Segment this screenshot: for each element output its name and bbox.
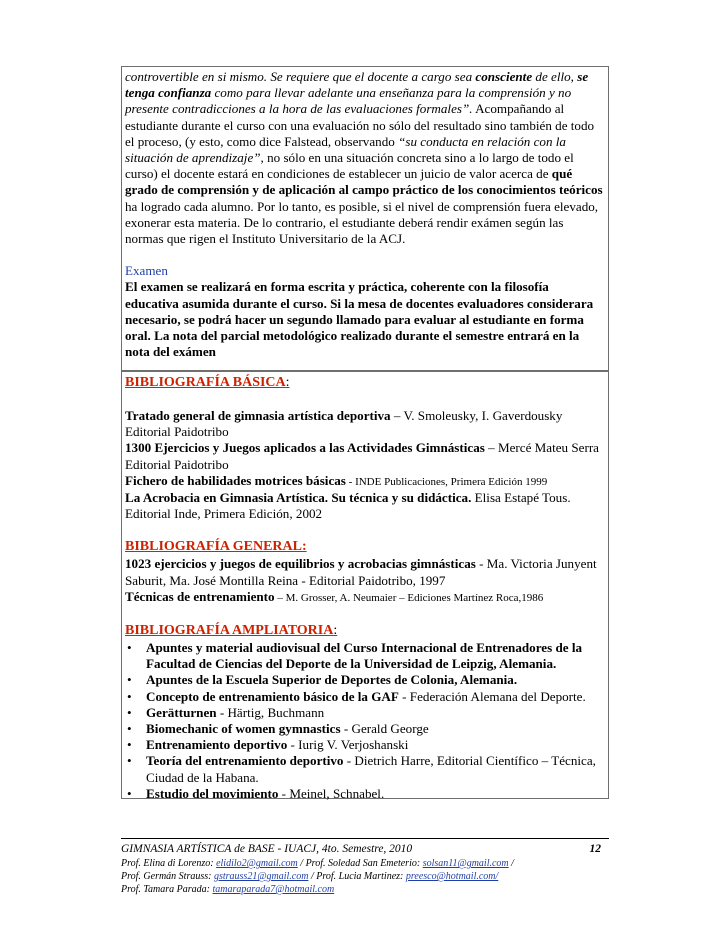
list-item: • Teoría del entrenamiento deportivo - Dietrich Harre, Editorial Científico – Técnica, Ciudad de la Habana. [127,753,596,785]
bullet-icon: • [127,688,132,704]
bullet-icon: • [127,721,132,737]
basica-entry: 1300 Ejercicios y Juegos aplicados a las Actividades Gimnásticas – Mercé Mateu Serra Editorial Paidotribo [125,440,599,472]
bullet-icon: • [127,737,132,753]
footer-divider [121,838,609,840]
list-item: • Gerätturnen - Härtig, Buchmann [127,704,325,720]
page-footer [121,838,609,896]
list-item: • Apuntes de la Escuela Superior de Deportes de Colonia, Alemania. [127,672,518,688]
general-entry: Técnicas de entrenamiento – M. Grosser, A. Neumaier – Ediciones Martínez Roca,1986 [125,588,544,604]
email-link[interactable]: gstrauss21@gmail.com [213,871,309,882]
ampliatoria-list [125,640,605,802]
footer-course-line [121,842,609,857]
bibliografia-general-heading: BIBLIOGRAFÍA GENERAL: [125,539,307,555]
basica-entry: Fichero de habilidades motrices básicas - INDE Publicaciones, Primera Edición 1999 [125,472,548,488]
bibliografia-ampliatoria-heading: BIBLIOGRAFÍA AMPLIATORIA: [125,623,338,639]
bibliography-section [121,371,609,799]
bibliografia-basica-heading: BIBLIOGRAFÍA BÁSICA: [125,375,290,390]
bullet-icon: • [127,704,132,720]
examen-heading: Examen [125,263,168,279]
list-item: • Entrenamiento deportivo - Iurig V. Verjoshanski [127,737,409,753]
footer-contacts-line: Prof. Germán Strauss: gstrauss21@gmail.com / Prof. Lucia Martinez: preesco@hotmail.com/ [121,871,499,882]
examen-paragraph: El examen se realizará en forma escrita y práctica, coherente con la filosofía educativa asumida durante el curso. Si la mesa de docentes evaluadores considerara necesario, se podrá hacer un segundo llamado para evaluar al estudiante en forma oral. La nota del parcial metodológico realizado durante el semestre entrará en la nota del exámen [125,279,594,360]
footer-contacts-line: Prof. Tamara Parada: tamaraparada7@hotmail.com [121,884,335,895]
basica-entry: La Acrobacia en Gimnasia Artística. Su técnica y su didáctica. Elisa Estapé Tous. Editorial Inde, Primera Edición, 2002 [125,490,571,522]
email-link[interactable]: preesco@hotmail.com/ [405,871,499,882]
basica-entry: Tratado general de gimnasia artística deportiva – V. Smoleusky, I. Gaverdousky Editorial Paidotribo [125,408,563,440]
list-item: • Concepto de entrenamiento básico de la GAF - Federación Alemana del Deporte. [127,688,586,704]
general-entry: 1023 ejercicios y juegos de equilibrios y acrobacias gimnásticas - Ma. Victoria Junyent Saburit, Ma. José Montilla Reina - Editorial Paidotribo, 1997 [125,556,597,588]
email-link[interactable]: solsan11@gmail.com [422,858,509,869]
bullet-icon: • [127,785,132,801]
email-link[interactable]: elidilo2@gmail.com [216,858,298,869]
list-item: • Biomechanic of women gymnastics - Gerald George [127,721,429,737]
bullet-icon: • [127,640,132,656]
email-link[interactable]: tamaraparada7@hotmail.com [212,884,335,895]
list-item: • Estudio del movimiento - Meinel, Schnabel. [127,785,385,801]
footer-course: GIMNASIA ARTÍSTICA de BASE - IUACJ, 4to. Semestre, 2010 [121,843,413,855]
bullet-icon: • [127,753,132,769]
footer-contacts-line: Prof. Elina di Lorenzo: elidilo2@gmail.com / Prof. Soledad San Emeterio: solsan11@gmail.com / [121,858,514,869]
bullet-icon: • [127,672,132,688]
list-item: • Apuntes y material audiovisual del Curso Internacional de Entrenadores de la Facultad de Ciencias del Deporte de la Universidad de Leipzig, Alemania. [127,640,583,672]
evaluation-paragraph: controvertible en si mismo. Se requiere que el docente a cargo sea consciente de ello, se tenga confianza como para llevar adelante una enseñanza para la comprensión y no presente contradicciones a la hora de las evaluaciones formales”. Acompañando al estudiante durante el curso con una evaluación no sólo del resultado sino también de todo el proceso, (y esto, como dice Falstead, observando “su conducta en relación con la situación de aprendizaje”, no sólo en una situación concreta sino a lo largo de todo el curso) el docente estará en condiciones de establecer un juicio de valor acerca de qué grado de comprensión y de aplicación al campo práctico de los conocimientos teóricos ha logrado cada alumno. Por lo tanto, es posible, si el nivel de comprensión fuera elevado, exonerar esta materia. De lo contrario, el estudiante deberá rendir exámen según las normas que rigen el Instituto Universitario de la ACJ. [125,69,603,247]
evaluation-section [121,66,609,371]
page-number: 12 [589,843,601,855]
